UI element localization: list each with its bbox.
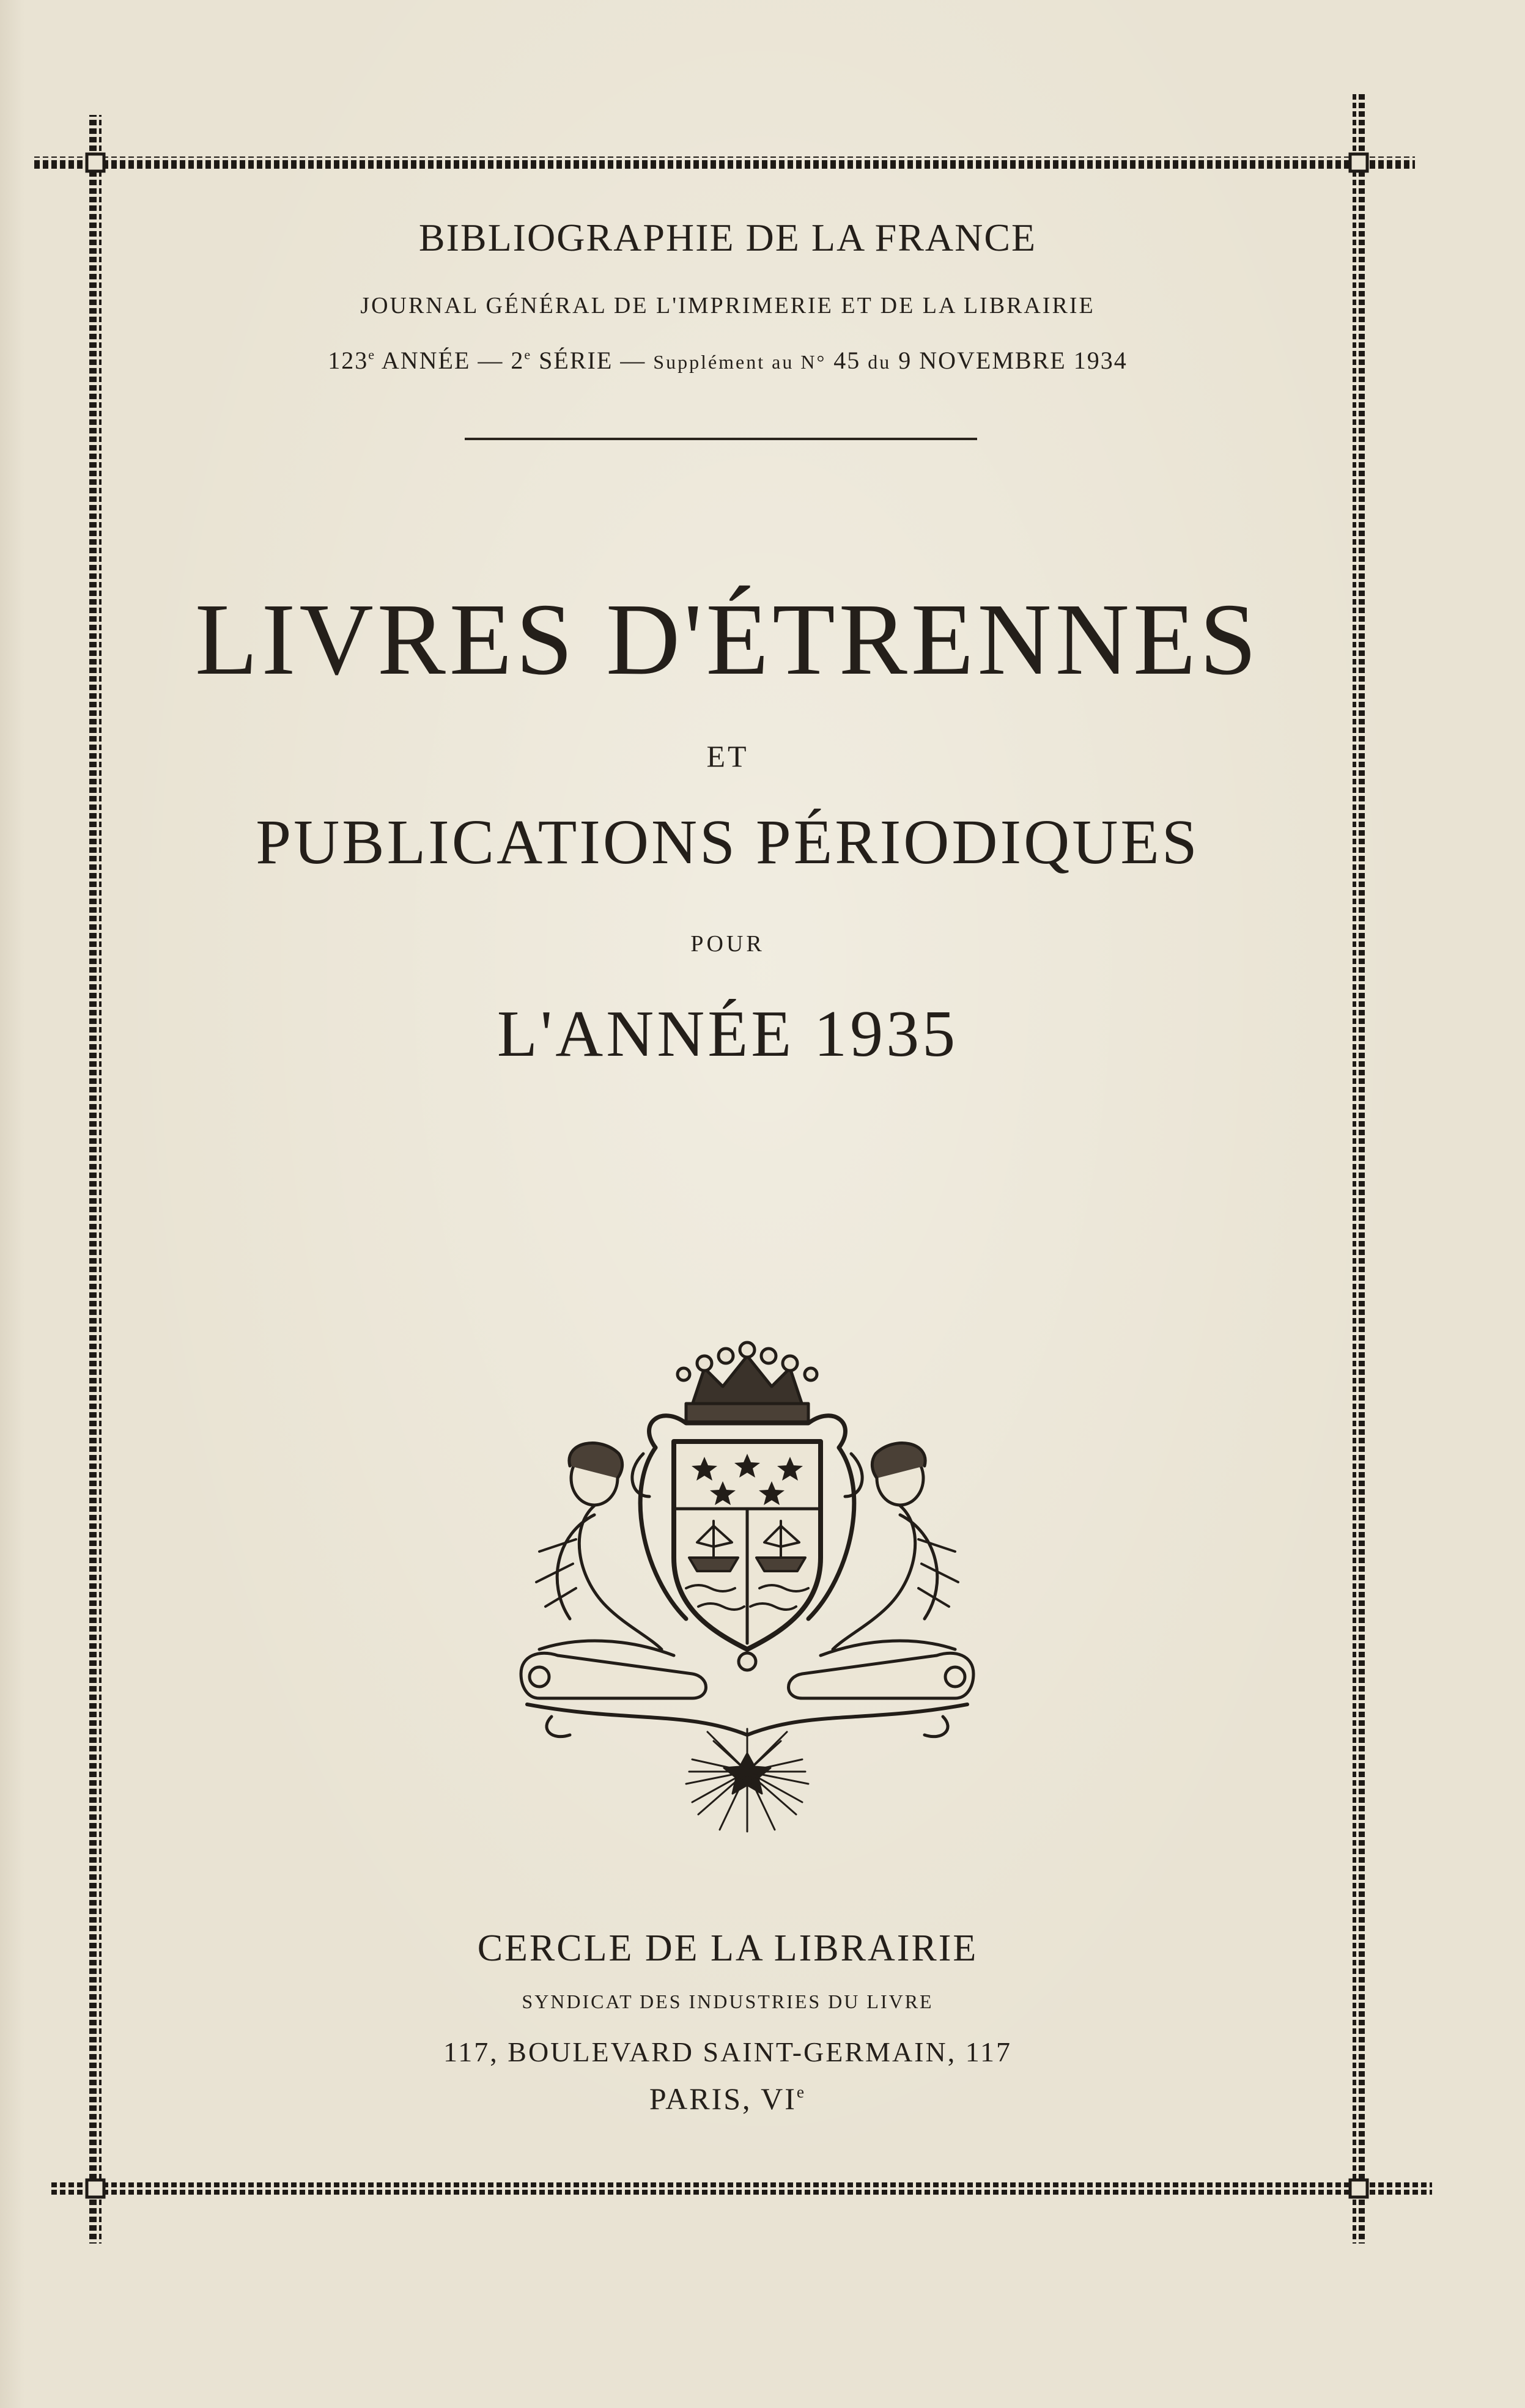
shield-icon [674,1441,821,1649]
issue-year-label: ANNÉE [381,347,471,374]
issue-number: 45 [833,347,861,374]
crown-icon [678,1342,817,1422]
horizontal-rule [465,438,977,440]
issue-line [92,346,1364,375]
border-left [89,115,102,2244]
border-top [32,156,1415,169]
year-title: L'ANNÉE 1935 [497,998,959,1070]
publisher-city-suffix: e [796,2082,807,2101]
coat-of-arms-icon [503,1331,992,1833]
issue-year-number: 123 [328,347,369,374]
issue-du-label: du [868,351,892,373]
journal-title: BIBLIOGRAPHIE DE LA FRANCE [418,216,1037,259]
border-right [1353,92,1365,2244]
issue-dash: — [620,347,646,374]
main-title: LIVRES D'ÉTRENNES [194,583,1261,696]
issue-dash: — [478,347,504,374]
corner-squares [87,154,1367,2197]
title-pour: POUR [690,931,765,957]
issue-date: 9 NOVEMBRE 1934 [898,347,1128,374]
publisher-address: 117, BOULEVARD SAINT-GERMAIN, 117 [443,2036,1012,2067]
issue-year-suffix: e [368,347,376,363]
issue-series-suffix: e [524,347,532,363]
issue-supplement-label: Supplément au N° [653,351,827,373]
border-bottom [49,2182,1432,2195]
second-title: PUBLICATIONS PÉRIODIQUES [256,807,1200,877]
publisher-city [92,2081,1364,2116]
publisher-city-name: PARIS, VI [649,2082,797,2116]
issue-series-label: SÉRIE [539,347,613,374]
publisher-name: CERCLE DE LA LIBRAIRIE [477,1928,978,1969]
title-connector: ET [706,739,749,773]
radiant-star-icon [686,1729,808,1832]
publisher-syndicate: SYNDICAT DES INDUSTRIES DU LIVRE [522,1990,934,2012]
issue-series-number: 2 [511,347,525,374]
journal-subtitle: JOURNAL GÉNÉRAL DE L'IMPRIMERIE ET DE LA LIBRAIRIE [360,293,1095,318]
